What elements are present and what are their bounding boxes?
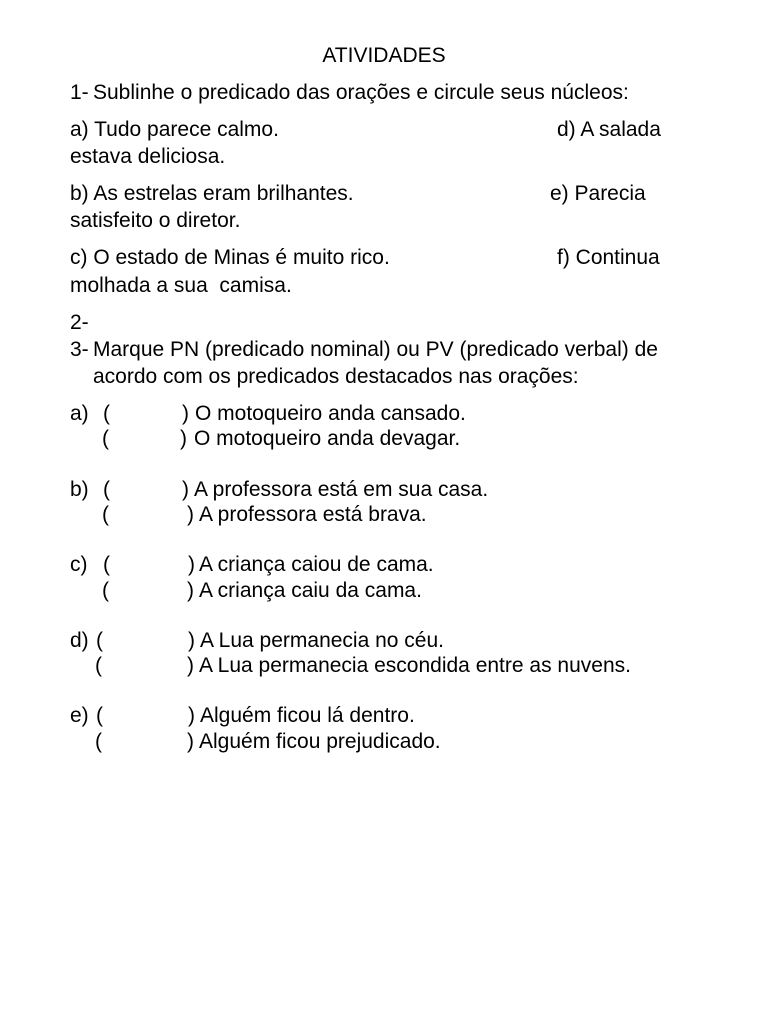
q3-instruction-line1: Marque PN (predicado nominal) ou PV (predicado verbal) de xyxy=(93,338,658,361)
q3-d-option-2: A Lua permanecia escondida entre as nuvens. xyxy=(199,654,631,677)
q3-b-option-2: A professora está brava. xyxy=(199,503,427,526)
q3-group-a-letter: a) xyxy=(70,402,89,425)
q3-group-c-letter: c) xyxy=(70,553,88,576)
q3-answer-blank[interactable]: ( ) xyxy=(95,730,194,753)
q3-b-option-1: A professora está em sua casa. xyxy=(194,478,489,501)
q1-number: 1- xyxy=(70,81,89,104)
q3-c-option-2: A criança caiu da cama. xyxy=(199,579,422,602)
q3-a-option-1: O motoqueiro anda cansado. xyxy=(195,402,466,425)
q3-answer-blank[interactable]: ( ) xyxy=(102,579,194,602)
q1-item-b: b) As estrelas eram brilhantes. xyxy=(70,182,354,205)
q3-instruction-line2: acordo com os predicados destacados nas orações: xyxy=(93,365,579,388)
q3-group-d-letter: d) xyxy=(70,629,89,652)
q1-item-f-wrap: molhada a sua camisa. xyxy=(70,274,292,297)
q3-group-b-letter: b) xyxy=(70,478,89,501)
q1-item-c: c) O estado de Minas é muito rico. xyxy=(70,246,390,269)
q3-e-option-2: Alguém ficou prejudicado. xyxy=(199,730,441,753)
q1-item-e: e) Parecia xyxy=(550,182,646,205)
page-title: ATIVIDADES xyxy=(322,44,446,67)
q3-answer-blank[interactable]: ( ) xyxy=(96,704,195,727)
q3-a-option-2: O motoqueiro anda devagar. xyxy=(194,427,461,450)
q1-instruction: Sublinhe o predicado das orações e circule seus núcleos: xyxy=(93,81,629,104)
q3-answer-blank[interactable]: ( ) xyxy=(103,553,195,576)
q3-answer-blank[interactable]: ( ) xyxy=(103,402,189,425)
q1-item-f: f) Continua xyxy=(557,246,660,269)
q1-item-d: d) A salada xyxy=(557,118,661,141)
q3-c-option-1: A criança caiou de cama. xyxy=(199,553,434,576)
q3-group-e-letter: e) xyxy=(70,704,89,727)
q3-number: 3- xyxy=(70,338,89,361)
q3-answer-blank[interactable]: ( ) xyxy=(96,629,195,652)
q1-item-a: a) Tudo parece calmo. xyxy=(70,118,279,141)
q3-answer-blank[interactable]: ( ) xyxy=(95,654,194,677)
q1-item-e-wrap: satisfeito o diretor. xyxy=(70,209,241,232)
q1-item-d-wrap: estava deliciosa. xyxy=(70,145,226,168)
q3-answer-blank[interactable]: ( ) xyxy=(102,503,194,526)
q3-answer-blank[interactable]: ( ) xyxy=(103,478,189,501)
q3-e-option-1: Alguém ficou lá dentro. xyxy=(200,704,415,727)
q2-number: 2- xyxy=(70,311,89,334)
q3-answer-blank[interactable]: ( ) xyxy=(102,427,187,450)
q3-d-option-1: A Lua permanecia no céu. xyxy=(200,629,445,652)
